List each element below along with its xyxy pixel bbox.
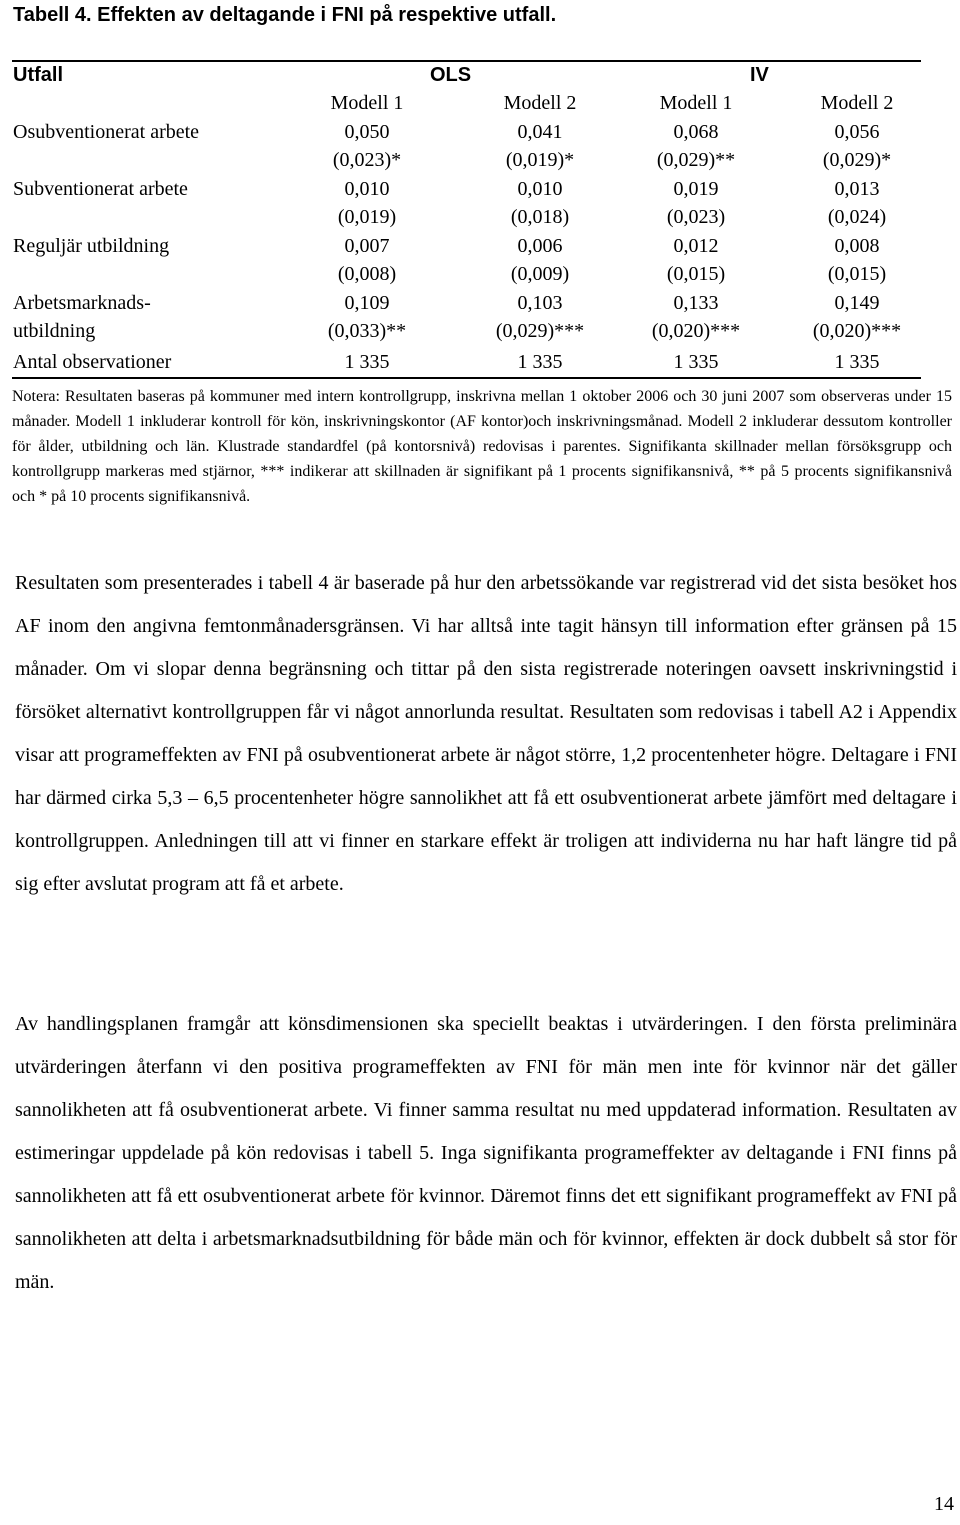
coef-cell: 0,149 [834,292,880,314]
se-cell: (0,008) [337,263,397,285]
se-cell: (0,033)** [327,320,407,342]
coef-cell: 0,103 [517,292,563,314]
model-header: Modell 1 [659,92,733,114]
coef-cell: 0,008 [834,235,880,257]
se-cell: (0,020)*** [651,320,741,342]
group-header-iv: IV [750,64,769,86]
row-label: Subventionerat arbete [13,178,188,200]
coef-cell: 0,019 [673,178,719,200]
row-label: Reguljär utbildning [13,235,170,257]
row-label: Osubventionerat arbete [13,121,200,143]
se-cell: (0,023)* [332,149,402,171]
stub-header: Utfall [13,64,63,86]
coef-cell: 0,006 [517,235,563,257]
obs-cell: 1 335 [344,351,390,373]
se-cell: (0,020)*** [812,320,902,342]
coef-cell: 0,068 [673,121,719,143]
table-caption: Tabell 4. Effekten av deltagande i FNI på respektive utfall. [13,4,557,26]
se-cell: (0,015) [827,263,887,285]
coef-cell: 0,050 [344,121,390,143]
page-number: 14 [934,1493,954,1515]
se-cell: (0,029)*** [495,320,585,342]
coef-cell: 0,007 [344,235,390,257]
group-header-ols: OLS [430,64,472,86]
obs-cell: 1 335 [834,351,880,373]
model-header: Modell 2 [503,92,577,114]
model-header: Modell 1 [330,92,404,114]
model-header: Modell 2 [820,92,894,114]
coef-cell: 0,010 [517,178,563,200]
obs-label: Antal observationer [13,351,172,373]
coef-cell: 0,041 [517,121,563,143]
coef-cell: 0,109 [344,292,390,314]
coef-cell: 0,056 [834,121,880,143]
coef-cell: 0,133 [673,292,719,314]
se-cell: (0,019)* [505,149,575,171]
se-cell: (0,018) [510,206,570,228]
table-notes: Notera: Resultaten baseras på kommuner med intern kontrollgrupp, inskrivna mellan 1 oktober 2006 och 30 juni 2007 som observeras under 15 månader. Modell 1 inkluderar kontroll för kön, inskrivningskontor (AF kontor)och inskrivningsmånad. Modell 2 inkluderar dessutom kontroller för ålder, utbildning och län. Klustrade standardfel (på kontorsnivå) redovisas i parentes. Signifikanta skillnader mellan försöksgrupp och kontrollgrupp markeras med stjärnor, *** indikerar att skillnaden är signifikant på 1 procents signifikansnivå, ** på 5 procents signifikansnivå och * på 10 procents signifikansnivå. [12,388,952,505]
se-cell: (0,023) [666,206,726,228]
row-label-continued: utbildning [13,320,96,342]
coef-cell: 0,012 [673,235,719,257]
se-cell: (0,024) [827,206,887,228]
se-cell: (0,009) [510,263,570,285]
body-paragraph: Resultaten som presenterades i tabell 4 är baserade på hur den arbetssökande var registrerad vid det sista besöket hos AF inom den angivna femtonmånadersgränsen. Vi har alltså inte tagit hänsyn till information efter gränsen på 15 månader. Om vi slopar denna begränsning och tittar på den sista registrerade noteringen oavsett inskrivningstid i försöket alternativt kontrollgruppen får vi något annorlunda resultat. Resultaten som redovisas i tabell A2 i Appendix visar att programeffekten av FNI på osubventionerat arbete är något större, 1,2 procentenheter högre. Deltagare i FNI har därmed cirka 5,3 – 6,5 procentenheter högre sannolikhet att få ett osubventionerat arbete jämfört med deltagare i kontrollgruppen. Anledningen till att vi finner en starkare effekt är troligen att individerna nu har haft längre tid på sig efter avslutat program att få et arbete. [15,572,957,895]
se-cell: (0,015) [666,263,726,285]
se-cell: (0,019) [337,206,397,228]
obs-cell: 1 335 [517,351,563,373]
row-label: Arbetsmarknads- [13,292,151,314]
coef-cell: 0,013 [834,178,880,200]
se-cell: (0,029)* [822,149,892,171]
body-paragraph: Av handlingsplanen framgår att könsdimensionen ska speciellt beaktas i utvärderingen. I den första preliminära utvärderingen återfann vi den positiva programeffekten av FNI för män men inte för kvinnor när det gäller sannolikheten att få osubventionerat arbete. Vi finner samma resultat nu med uppdaterad information. Resultaten av estimeringar uppdelade på kön redovisas i tabell 5. Inga signifikanta programeffekter av deltagande i FNI finns på sannolikheten att få ett osubventionerat arbete för kvinnor. Däremot finns det ett signifikant programeffekt av FNI på sannolikheten att delta i arbetsmarknadsutbildning för både män och för kvinnor, effekten är dock dubbelt så stor för män. [15,1013,957,1293]
se-cell: (0,029)** [656,149,736,171]
table-bottom-rule [12,377,921,379]
obs-cell: 1 335 [673,351,719,373]
coef-cell: 0,010 [344,178,390,200]
